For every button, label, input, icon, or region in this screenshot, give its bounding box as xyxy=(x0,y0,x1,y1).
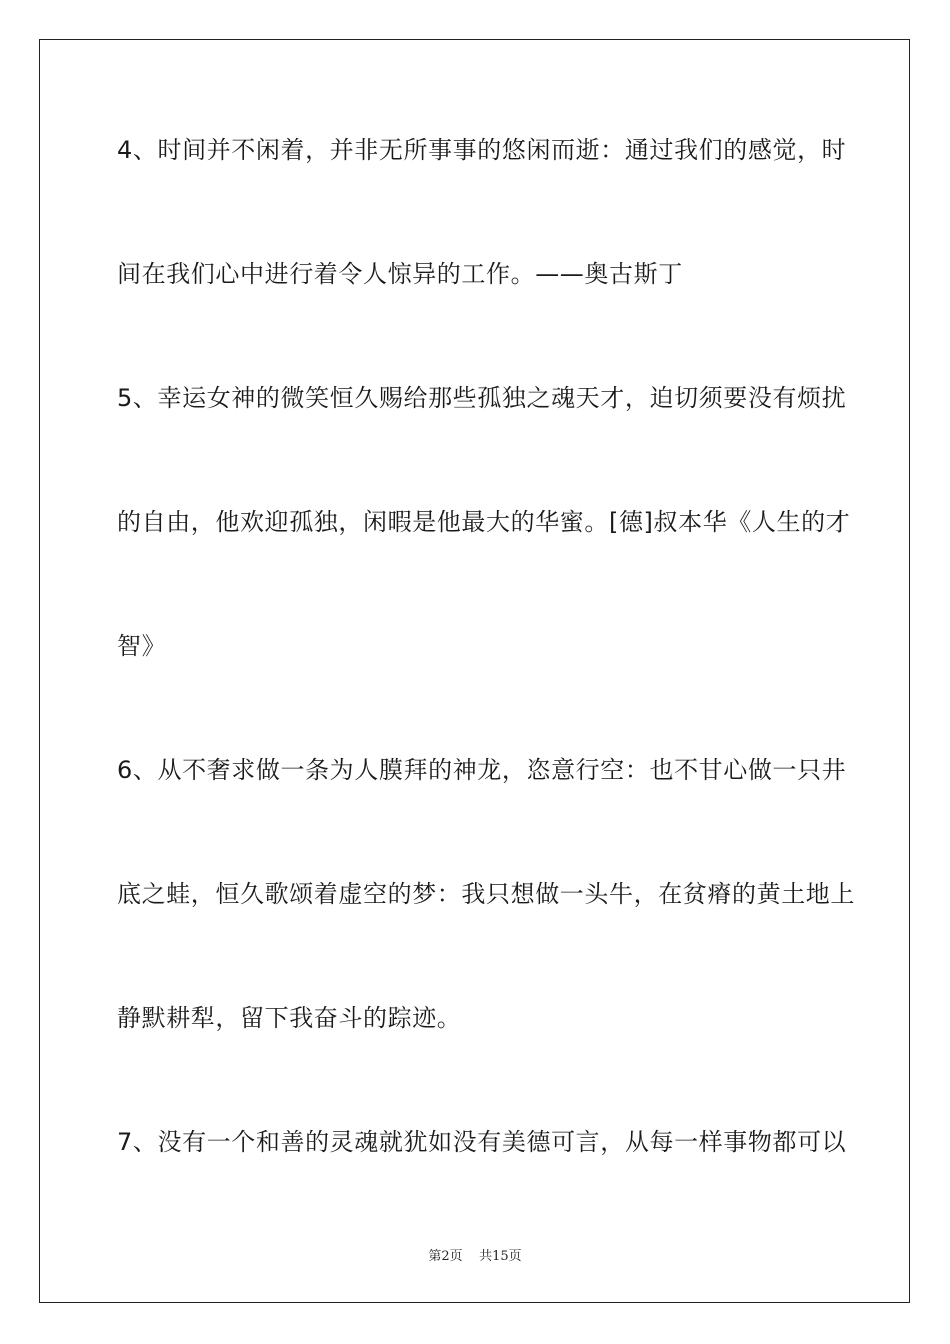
page-footer xyxy=(0,1248,950,1266)
text-line-5: 智》 xyxy=(117,632,167,660)
text-line-7: 底之蛙，恒久歌颂着虚空的梦：我只想做一头牛，在贫瘠的黄土地上 xyxy=(117,880,855,908)
text-line-2: 间在我们心中进行着令人惊异的工作。——奥古斯丁 xyxy=(117,260,683,288)
text-line-8: 静默耕犁，留下我奋斗的踪迹。 xyxy=(117,1004,462,1032)
page-number: 第2页 xyxy=(428,1249,463,1264)
text-line-6: 6、从不奢求做一条为人膜拜的神龙，恣意行空：也不甘心做一只井 xyxy=(117,756,847,784)
page-total: 共15页 xyxy=(479,1249,522,1264)
page-border xyxy=(39,39,910,1303)
text-line-1: 4、时间并不闲着，并非无所事事的悠闲而逝：通过我们的感觉，时 xyxy=(117,136,847,164)
text-line-3: 5、幸运女神的微笑恒久赐给那些孤独之魂天才，迫切须要没有烦扰 xyxy=(117,384,847,412)
text-line-4: 的自由，他欢迎孤独，闲暇是他最大的华蜜。[德]叔本华《人生的才 xyxy=(117,508,851,536)
text-line-9: 7、没有一个和善的灵魂就犹如没有美德可言，从每一样事物都可以 xyxy=(117,1128,847,1156)
